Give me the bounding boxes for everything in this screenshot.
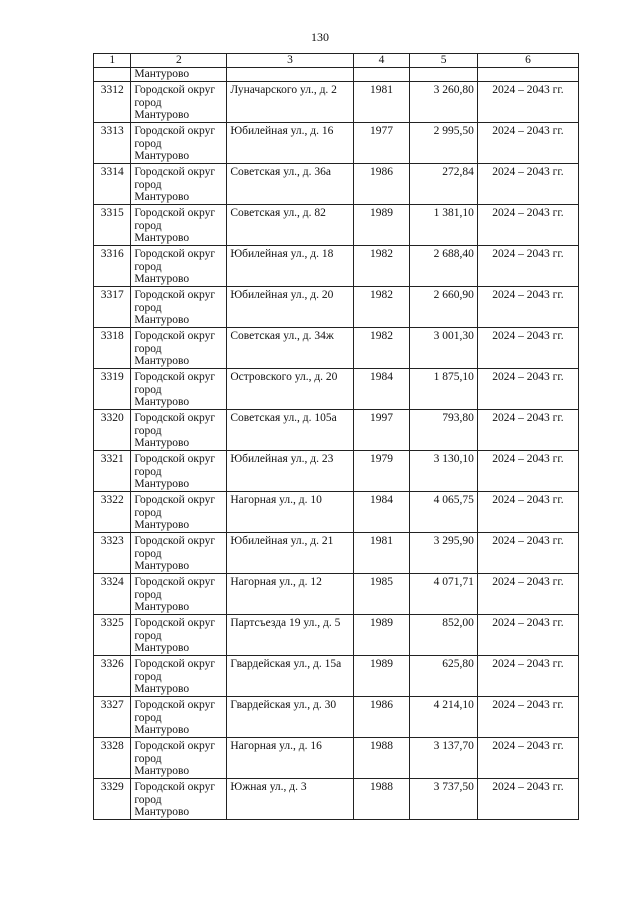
municipality-line: Городской округ [134, 166, 216, 178]
cell-number: 3319 [94, 369, 131, 410]
cell-municipality [131, 697, 227, 738]
cell-municipality [131, 82, 227, 123]
cell-area: 2 660,90 [410, 287, 478, 328]
cell-area: 2 995,50 [410, 123, 478, 164]
page-number: 130 [311, 30, 329, 44]
cell-number: 3318 [94, 328, 131, 369]
cell-year: 1988 [353, 779, 410, 820]
cell-year: 1986 [353, 164, 410, 205]
cell-municipality [131, 738, 227, 779]
table-row [94, 123, 579, 164]
cell-municipality [131, 369, 227, 410]
cell-area [410, 68, 478, 82]
column-header-6: 6 [477, 54, 578, 68]
cell-address: Луначарского ул., д. 2 [227, 82, 353, 123]
cell-area: 3 295,90 [410, 533, 478, 574]
cell-number: 3317 [94, 287, 131, 328]
cell-year: 1984 [353, 369, 410, 410]
cell-area: 1 381,10 [410, 205, 478, 246]
municipality-line: Мантурово [134, 314, 190, 327]
cell-area: 3 137,70 [410, 738, 478, 779]
cell-address: Юбилейная ул., д. 16 [227, 123, 353, 164]
table-row [94, 369, 579, 410]
municipality-line: Городской округ [134, 330, 216, 342]
municipality-line: Городской округ [134, 740, 216, 752]
municipality-line: Городской округ [134, 125, 216, 137]
municipality-line: город [134, 219, 162, 232]
cell-address: Советская ул., д. 36а [227, 164, 353, 205]
municipality-line: город [134, 547, 162, 560]
cell-area: 4 071,71 [410, 574, 478, 615]
cell-year: 1982 [353, 246, 410, 287]
cell-period: 2024 – 2043 гг. [477, 164, 578, 205]
cell-period: 2024 – 2043 гг. [477, 82, 578, 123]
table-row [94, 574, 579, 615]
table-row [94, 533, 579, 574]
cell-year: 1986 [353, 697, 410, 738]
cell-period: 2024 – 2043 гг. [477, 246, 578, 287]
cell-municipality [131, 287, 227, 328]
table-row [94, 287, 579, 328]
municipality-line: Городской округ [134, 371, 216, 383]
cell-municipality: Мантурово [131, 68, 227, 82]
column-header-1: 1 [94, 54, 131, 68]
cell-year: 1985 [353, 574, 410, 615]
cell-year: 1989 [353, 656, 410, 697]
cell-year: 1982 [353, 287, 410, 328]
cell-municipality [131, 779, 227, 820]
table-row [94, 656, 579, 697]
cell-year: 1977 [353, 123, 410, 164]
cell-year: 1988 [353, 738, 410, 779]
cell-period: 2024 – 2043 гг. [477, 328, 578, 369]
cell-year: 1984 [353, 492, 410, 533]
cell-number: 3326 [94, 656, 131, 697]
municipality-line: Мантурово [134, 232, 190, 245]
cell-period: 2024 – 2043 гг. [477, 656, 578, 697]
municipality-line: Городской округ [134, 658, 216, 670]
cell-period: 2024 – 2043 гг. [477, 451, 578, 492]
municipality-line: Мантурово [134, 519, 190, 532]
table-row [94, 205, 579, 246]
municipality-line: город [134, 670, 162, 683]
cell-municipality [131, 205, 227, 246]
cell-area: 625,80 [410, 656, 478, 697]
cell-number: 3324 [94, 574, 131, 615]
municipality-line: Городской округ [134, 207, 216, 219]
table-row [94, 164, 579, 205]
municipality-line: Мантурово [134, 765, 190, 778]
municipality-line: Мантурово [134, 109, 190, 122]
cell-address: Юбилейная ул., д. 18 [227, 246, 353, 287]
table-row [94, 82, 579, 123]
cell-period: 2024 – 2043 гг. [477, 574, 578, 615]
municipality-line: Мантурово [134, 601, 190, 614]
cell-area: 3 260,80 [410, 82, 478, 123]
table-row [94, 779, 579, 820]
municipality-line: город [134, 752, 162, 765]
municipality-line: Мантурово [134, 191, 190, 204]
cell-address: Островского ул., д. 20 [227, 369, 353, 410]
cell-number: 3323 [94, 533, 131, 574]
cell-period [477, 68, 578, 82]
municipality-line: город [134, 793, 162, 806]
cell-area: 3 737,50 [410, 779, 478, 820]
table-row [94, 328, 579, 369]
municipality-line: Мантурово [134, 396, 190, 409]
cell-area: 272,84 [410, 164, 478, 205]
cell-period: 2024 – 2043 гг. [477, 697, 578, 738]
cell-municipality [131, 656, 227, 697]
cell-municipality [131, 328, 227, 369]
cell-area: 793,80 [410, 410, 478, 451]
column-header-5: 5 [410, 54, 478, 68]
table-header [94, 54, 579, 68]
column-header-4: 4 [353, 54, 410, 68]
municipality-line: город [134, 383, 162, 396]
table-row [94, 492, 579, 533]
municipality-line: Городской округ [134, 494, 216, 506]
municipality-line: город [134, 137, 162, 150]
cell-address: Гвардейская ул., д. 15а [227, 656, 353, 697]
cell-year: 1981 [353, 82, 410, 123]
cell-year [353, 68, 410, 82]
cell-year: 1989 [353, 615, 410, 656]
municipality-line: Мантурово [134, 273, 190, 286]
cell-address: Советская ул., д. 34ж [227, 328, 353, 369]
municipality-line: Мантурово [134, 355, 190, 368]
cell-number: 3312 [94, 82, 131, 123]
cell-year: 1981 [353, 533, 410, 574]
municipality-line: Городской округ [134, 248, 216, 260]
cell-number: 3327 [94, 697, 131, 738]
municipality-line: Мантурово [134, 150, 190, 163]
municipality-line: город [134, 342, 162, 355]
cell-period: 2024 – 2043 гг. [477, 369, 578, 410]
cell-number: 3321 [94, 451, 131, 492]
cell-year: 1982 [353, 328, 410, 369]
cell-area: 4 214,10 [410, 697, 478, 738]
cell-number: 3313 [94, 123, 131, 164]
municipality-line: Мантурово [134, 642, 190, 655]
municipality-line: Городской округ [134, 289, 216, 301]
cell-address: Юбилейная ул., д. 21 [227, 533, 353, 574]
cell-address: Юбилейная ул., д. 23 [227, 451, 353, 492]
municipality-line: город [134, 711, 162, 724]
cell-area: 3 001,30 [410, 328, 478, 369]
cell-period: 2024 – 2043 гг. [477, 492, 578, 533]
municipality-line: Мантурово [134, 478, 190, 491]
municipality-line: Городской округ [134, 699, 216, 711]
column-header-3: 3 [227, 54, 353, 68]
housing-registry-table [93, 53, 579, 820]
cell-area: 3 130,10 [410, 451, 478, 492]
cell-period: 2024 – 2043 гг. [477, 123, 578, 164]
cell-period: 2024 – 2043 гг. [477, 779, 578, 820]
cell-address: Юбилейная ул., д. 20 [227, 287, 353, 328]
municipality-line: Городской округ [134, 453, 216, 465]
cell-area: 1 875,10 [410, 369, 478, 410]
cell-municipality [131, 533, 227, 574]
cell-period: 2024 – 2043 гг. [477, 615, 578, 656]
cell-address: Советская ул., д. 82 [227, 205, 353, 246]
municipality-line: город [134, 465, 162, 478]
table-row [94, 738, 579, 779]
cell-municipality [131, 410, 227, 451]
municipality-line: город [134, 629, 162, 642]
municipality-line: Мантурово [134, 683, 190, 696]
cell-period: 2024 – 2043 гг. [477, 533, 578, 574]
header-row [94, 54, 579, 68]
cell-period: 2024 – 2043 гг. [477, 738, 578, 779]
cell-number: 3316 [94, 246, 131, 287]
municipality-line: Мантурово [134, 806, 190, 819]
municipality-line: Мантурово [134, 724, 190, 737]
cell-municipality [131, 246, 227, 287]
cell-number: 3329 [94, 779, 131, 820]
municipality-line: Городской округ [134, 781, 216, 793]
cell-year: 1989 [353, 205, 410, 246]
cell-year: 1997 [353, 410, 410, 451]
municipality-line: город [134, 178, 162, 191]
table-body [94, 68, 579, 820]
cell-address: Нагорная ул., д. 16 [227, 738, 353, 779]
municipality-line: Городской округ [134, 84, 216, 96]
cell-address: Партсъезда 19 ул., д. 5 [227, 615, 353, 656]
municipality-line: город [134, 588, 162, 601]
cell-area: 852,00 [410, 615, 478, 656]
municipality-line: город [134, 260, 162, 273]
cell-address: Советская ул., д. 105а [227, 410, 353, 451]
municipality-line: Городской округ [134, 535, 216, 547]
cell-period: 2024 – 2043 гг. [477, 410, 578, 451]
municipality-line: Мантурово [134, 560, 190, 573]
cell-number [94, 68, 131, 82]
table-row [94, 615, 579, 656]
cell-number: 3328 [94, 738, 131, 779]
cell-address [227, 68, 353, 82]
municipality-line: Городской округ [134, 617, 216, 629]
table-row [94, 451, 579, 492]
municipality-line: город [134, 301, 162, 314]
column-header-2: 2 [131, 54, 227, 68]
table-row [94, 697, 579, 738]
cell-number: 3320 [94, 410, 131, 451]
cell-year: 1979 [353, 451, 410, 492]
municipality-line: город [134, 506, 162, 519]
cell-address: Нагорная ул., д. 10 [227, 492, 353, 533]
cell-area: 4 065,75 [410, 492, 478, 533]
table-row [94, 410, 579, 451]
cell-address: Нагорная ул., д. 12 [227, 574, 353, 615]
municipality-line: Городской округ [134, 412, 216, 424]
cell-period: 2024 – 2043 гг. [477, 205, 578, 246]
cell-municipality [131, 574, 227, 615]
cell-municipality [131, 615, 227, 656]
continuation-row [94, 68, 579, 82]
cell-period: 2024 – 2043 гг. [477, 287, 578, 328]
municipality-line: Мантурово [134, 437, 190, 450]
cell-number: 3325 [94, 615, 131, 656]
cell-area: 2 688,40 [410, 246, 478, 287]
municipality-line: город [134, 96, 162, 109]
cell-address: Гвардейская ул., д. 30 [227, 697, 353, 738]
cell-municipality [131, 164, 227, 205]
cell-number: 3322 [94, 492, 131, 533]
table-row [94, 246, 579, 287]
cell-number: 3315 [94, 205, 131, 246]
cell-number: 3314 [94, 164, 131, 205]
cell-municipality [131, 492, 227, 533]
cell-municipality [131, 451, 227, 492]
municipality-line: Городской округ [134, 576, 216, 588]
cell-address: Южная ул., д. 3 [227, 779, 353, 820]
cell-municipality [131, 123, 227, 164]
municipality-line: город [134, 424, 162, 437]
